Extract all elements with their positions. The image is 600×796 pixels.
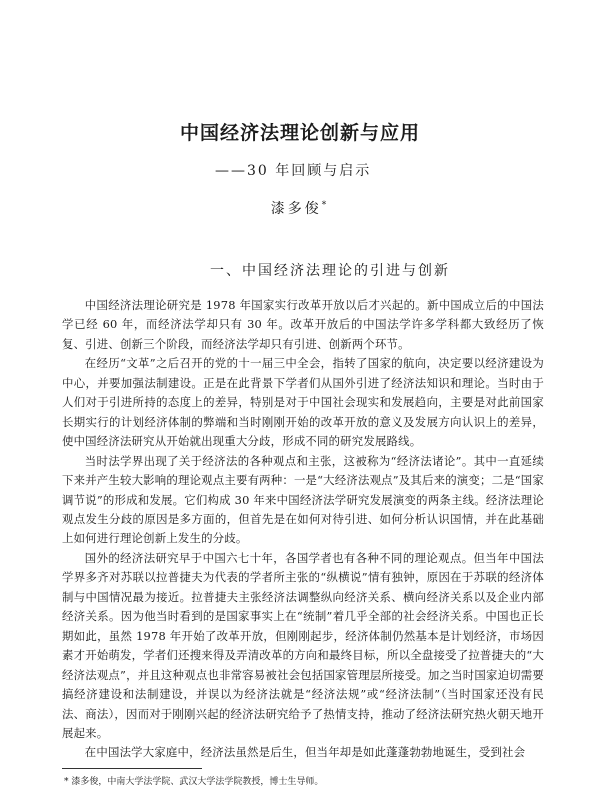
- article-title: 中国经济法理论创新与应用: [179, 122, 420, 144]
- author-name: 漆多俊: [270, 201, 322, 217]
- paragraph: 在经历“文革”之后召开的党的十一届三中全会，指转了国家的航向，决定要以经济建设为中心，并要加强法制建设。正是在此背景下学者们从国外引进了经济法知识和理论。当时由于人们对于引进所持的态度上的差异，特别是对于中国社会现实和发展趋向，主要是对此前国家长期实行的计划经济体制的弊端和当时刚刚开始的改革开放的意义及发展方向认识上的差异，使中国经济法研究从开始就出现重大分歧，形成不同的研究发展路线。: [62, 356, 544, 449]
- paragraph: 国外的经济法研究早于中国六七十年，各国学者也有各种不同的理论观点。但当年中国法学界多齐对苏联以拉普捷夫为代表的学者所主张的“纵横说”情有独钟，原因在于苏联的经济体制与中国情况最为接近。拉普捷夫主张经济法调整纵向经济关系、横向经济关系以及企业内部经济关系。因为他当时看到的是国家事实上在“统制”着几乎全部的社会经济关系。中国也正长期如此，虽然 1978 年开始了改革开放，但刚刚起步，经济体制仍然基本是计划经济，市场因素才开始萌发，学者们还搜来得及弄清改革的方向和最终目标，所以全盘接受了拉普捷夫的“大经济法观点”，并且这种观点也非常容易被社会包括国家管理层所接受。加之当时国家迫切需要搞经济建设和法制建设，并误以为经济法就是“经济法规”或“经济法制”（当时国家还没有民法、商法），因而对于刚刚兴起的经济法研究给予了热情支持，推动了经济法研究热火朝天地开展起来。: [62, 550, 544, 740]
- section-heading: 一、中国经济法理论的引进与创新: [210, 263, 450, 279]
- paragraph: 在中国法学大家庭中，经济法虽然是后生，但当年却是如此蓬蓬勃勃地诞生，受到社会: [84, 745, 526, 760]
- article-subtitle: ——30 年回顾与启示: [215, 163, 372, 179]
- paragraph: 中国经济法理论研究是 1978 年国家实行改革开放以后才兴起的。新中国成立后的中国法学已经 60 年，而经济法学却只有 30 年。改革开放后的中国法学许多学科都大致经历了恢复、引进、创新三个阶段，而经济法学却只有引进、创新两个环节。: [62, 298, 544, 351]
- body-text: [62, 296, 544, 763]
- author-line: [0, 198, 600, 218]
- footnote-divider: [62, 768, 202, 769]
- footnote: * 漆多俊，中南大学法学院、武汉大学法学院教授，博士生导师。: [64, 777, 324, 787]
- author-footnote-mark: *: [321, 200, 330, 211]
- paragraph: 当时法学界出现了关于经济法的各种观点和主张，这被称为“经济法诸论”。其中一直延续下来并产生较大影响的理论观点主要有两种：一是“大经济法观点”及其后来的演变；二是“国家调节说”的形成和发展。它们构成 30 年来中国经济法学研究发展演变的两条主线。经济法理论观点发生分歧的原因是多方面的，但首先是在如何对待引进、如何分析认识国情，并在此基础上如何进行理论创新上发生的分歧。: [62, 453, 544, 546]
